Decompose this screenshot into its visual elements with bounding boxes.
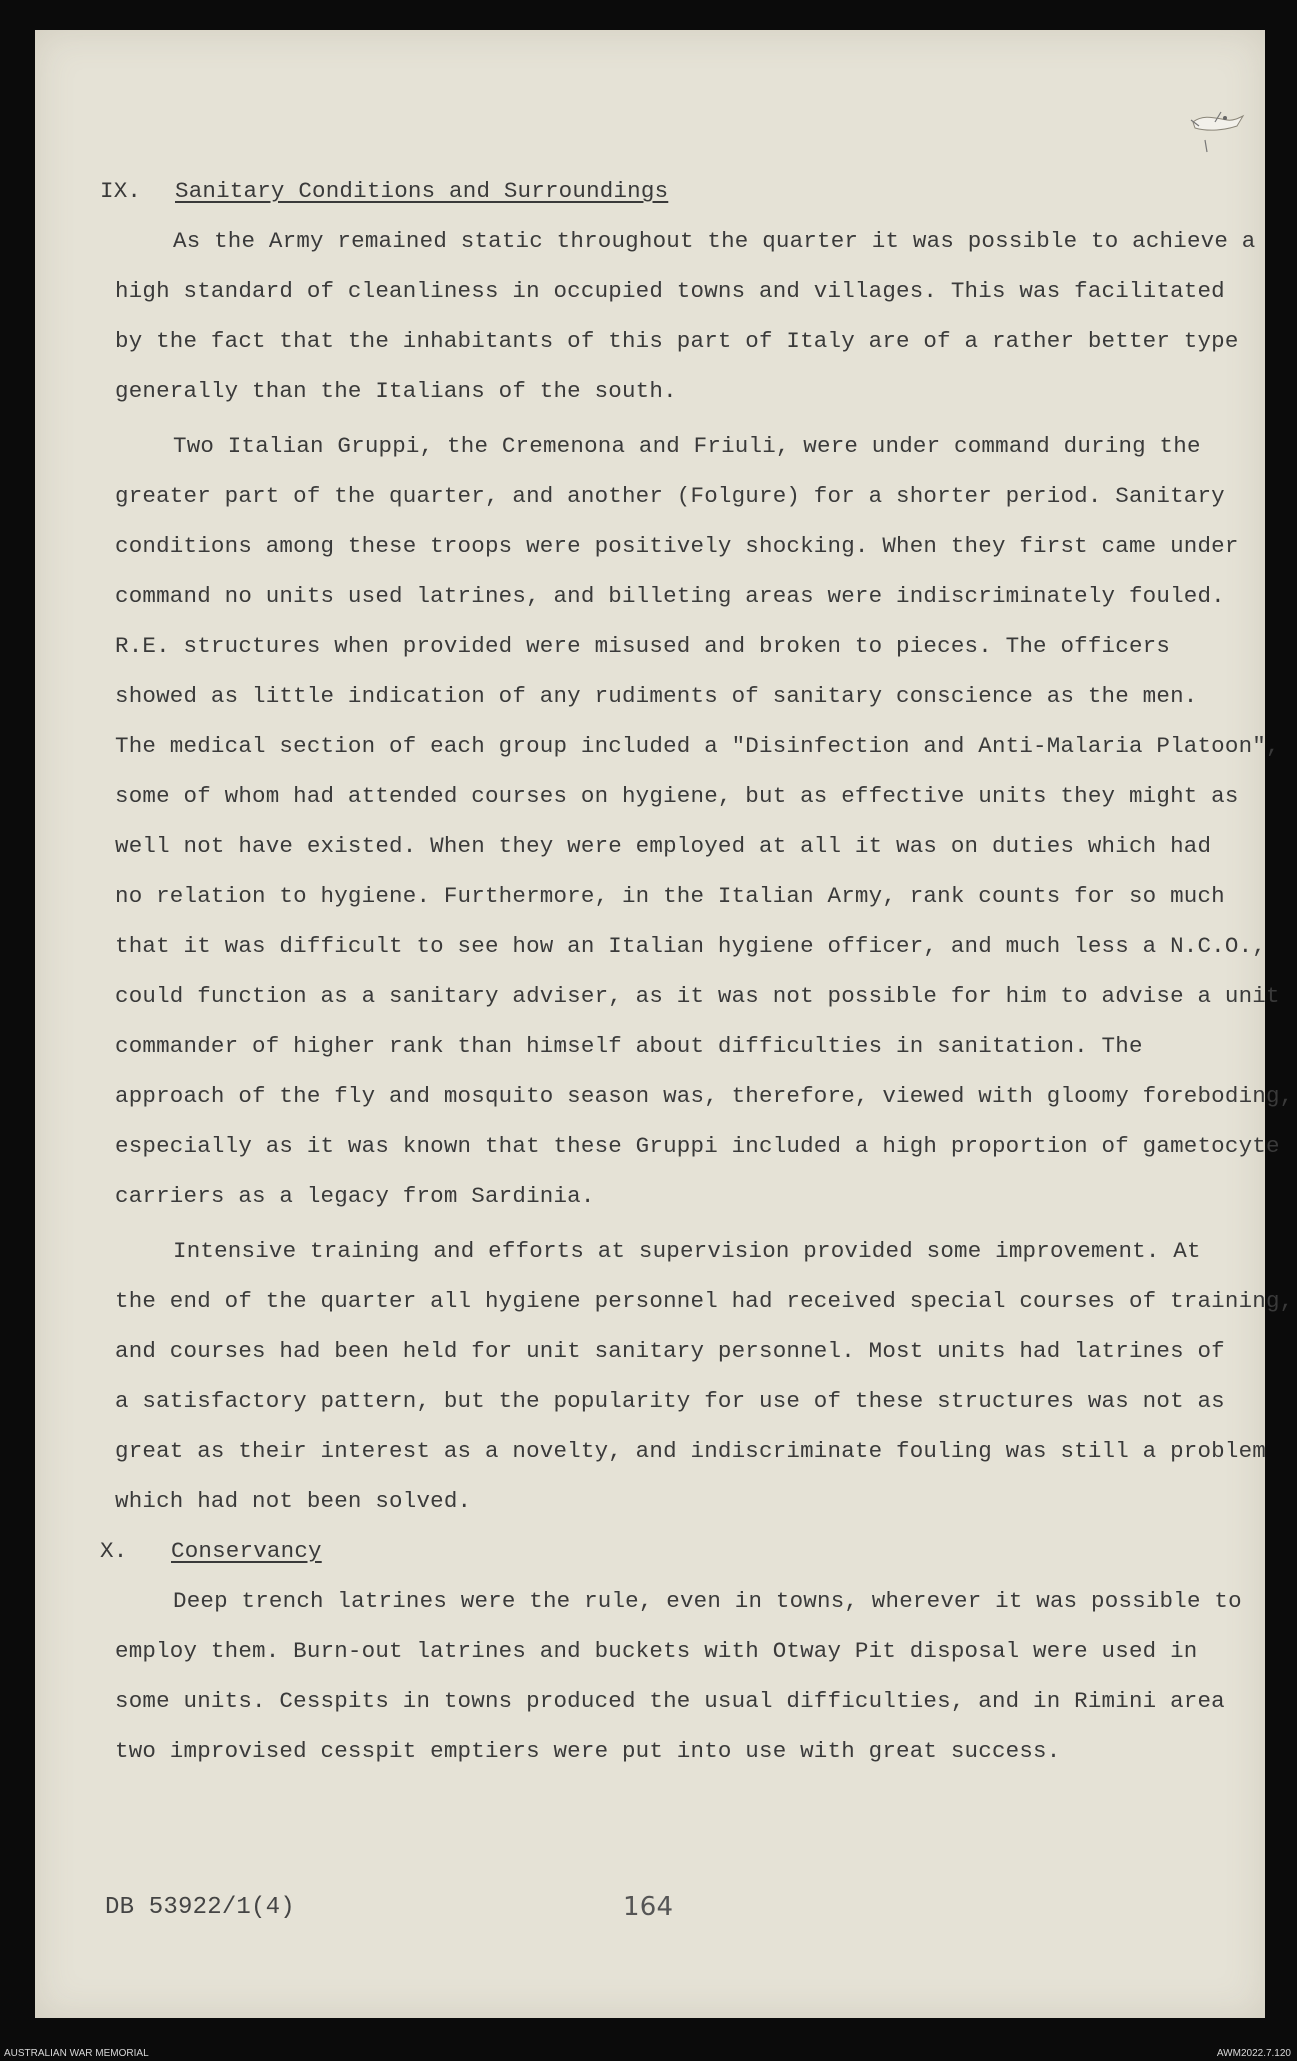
section-x-line: employ them. Burn-out latrines and buckets with Otway Pit disposal were used in (115, 1638, 1198, 1664)
section-ix-line: Intensive training and efforts at supervision provided some improvement. At (173, 1238, 1201, 1264)
section-x-number: X. (100, 1538, 128, 1564)
section-ix-line: R.E. structures when provided were misused and broken to pieces. The officers (115, 633, 1171, 659)
section-ix-number: IX. (100, 178, 142, 204)
document-reference: DB 53922/1(4) (105, 1894, 295, 1921)
section-ix-line: approach of the fly and mosquito season was, therefore, viewed with gloomy foreboding, (115, 1083, 1294, 1109)
section-ix-line: commander of higher rank than himself about difficulties in sanitation. The (115, 1033, 1143, 1059)
archive-caption-right: AWM2022.7.120 (1216, 2048, 1291, 2059)
section-ix-line: could function as a sanitary adviser, as it was not possible for him to advise a unit (115, 983, 1280, 1009)
section-ix-title: Sanitary Conditions and Surroundings (175, 178, 669, 204)
section-ix-line: conditions among these troops were positively shocking. When they first came under (115, 533, 1239, 559)
section-ix-line: Two Italian Gruppi, the Cremenona and Friuli, were under command during the (173, 433, 1201, 459)
section-ix-line: great as their interest as a novelty, and indiscriminate fouling was still a problem (115, 1438, 1266, 1464)
section-ix-line: by the fact that the inhabitants of this part of Italy are of a rather better type (115, 328, 1239, 354)
section-x-line: two improvised cesspit emptiers were put into use with great success. (115, 1738, 1061, 1764)
section-ix-line: command no units used latrines, and billeting areas were indiscriminately fouled. (115, 583, 1225, 609)
section-ix-line: high standard of cleanliness in occupied towns and villages. This was facilitated (115, 278, 1225, 304)
section-x-title: Conservancy (171, 1538, 322, 1564)
section-ix-line: showed as little indication of any rudiments of sanitary conscience as the men. (115, 683, 1198, 709)
section-ix-line: carriers as a legacy from Sardinia. (115, 1183, 595, 1209)
section-ix-line: well not have existed. When they were employed at all it was on duties which had (115, 833, 1212, 859)
section-ix-line: a satisfactory pattern, but the popularity for use of these structures was not as (115, 1388, 1225, 1414)
section-ix-line: generally than the Italians of the south. (115, 378, 677, 404)
section-ix-line: greater part of the quarter, and another (Folgure) for a shorter period. Sanitary (115, 483, 1225, 509)
section-x-line: Deep trench latrines were the rule, even in towns, wherever it was possible to (173, 1588, 1242, 1614)
section-ix-line: which had not been solved. (115, 1488, 472, 1514)
paper-tear-mark (1185, 100, 1245, 170)
section-x-line: some units. Cesspits in towns produced the usual difficulties, and in Rimini area (115, 1688, 1225, 1714)
section-ix-line: As the Army remained static throughout the quarter it was possible to achieve a (173, 228, 1256, 254)
section-ix-line: that it was difficult to see how an Italian hygiene officer, and much less a N.C.O., (115, 933, 1266, 959)
section-ix-line: The medical section of each group included a "Disinfection and Anti-Malaria Platoon", (115, 733, 1280, 759)
section-ix-line: the end of the quarter all hygiene personnel had received special courses of training, (115, 1288, 1294, 1314)
section-ix-line: some of whom had attended courses on hygiene, but as effective units they might as (115, 783, 1239, 809)
page-number: 164 (623, 1892, 674, 1922)
document-page (35, 30, 1294, 2018)
section-ix-line: especially as it was known that these Gruppi included a high proportion of gametocyte (115, 1133, 1280, 1159)
section-ix-line: and courses had been held for unit sanitary personnel. Most units had latrines of (115, 1338, 1225, 1364)
section-ix-line: no relation to hygiene. Furthermore, in the Italian Army, rank counts for so much (115, 883, 1225, 909)
archive-caption-left: AUSTRALIAN WAR MEMORIAL (4, 2048, 149, 2059)
